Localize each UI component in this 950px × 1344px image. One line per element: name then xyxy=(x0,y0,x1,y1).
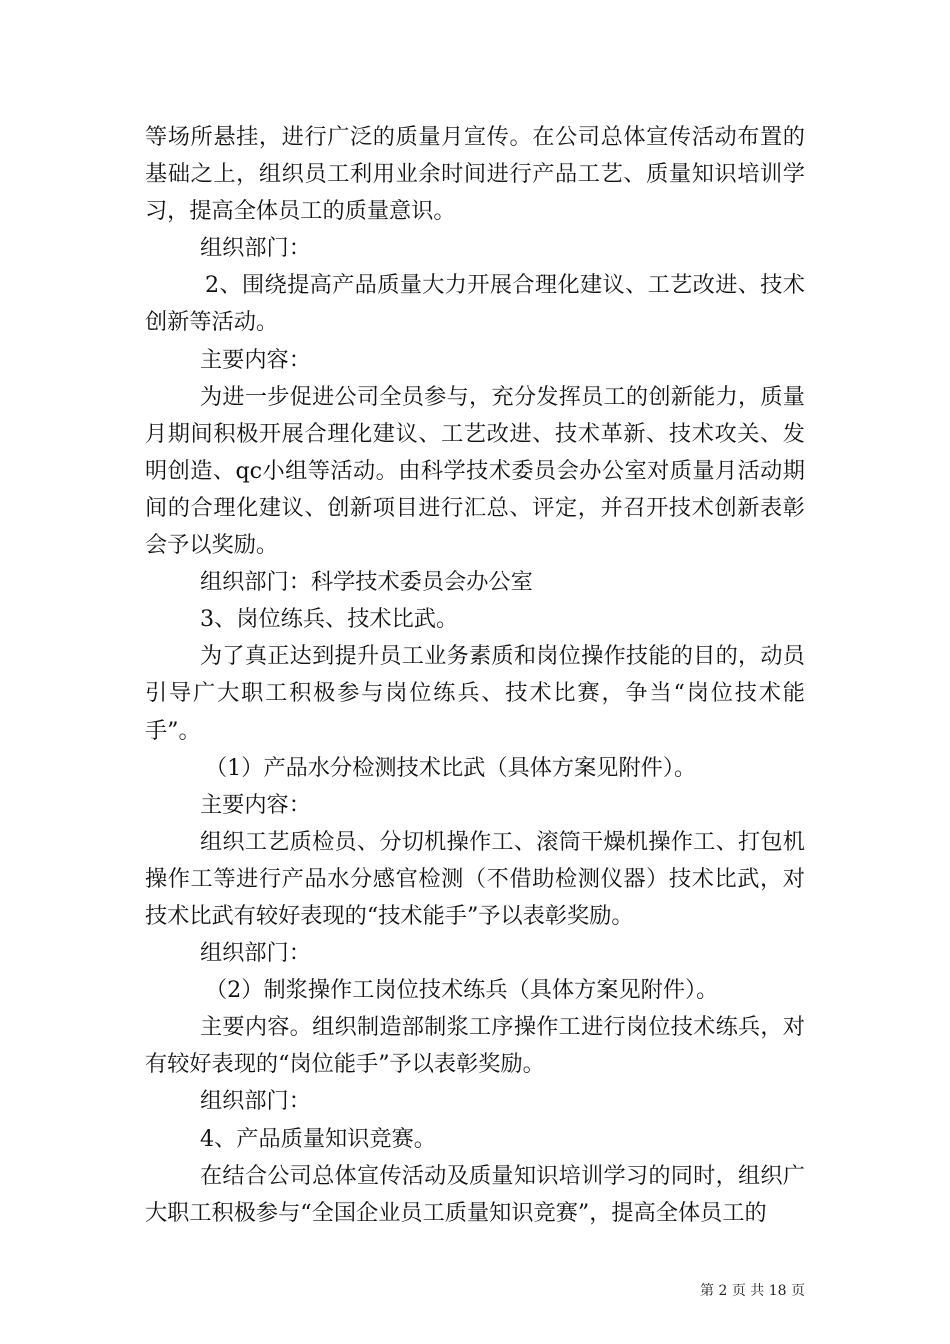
paragraph-9: （1）产品水分检测技术比武（具体方案见附件）。 xyxy=(205,754,697,781)
paragraph-11: 组织工艺质检员、分切机操作工、滚筒干燥机操作工、打包机操作工等进行产品水分感官检测（不借助检测仪器）技术比武，对技术比武有较好表现的“技术能手”予以表彰奖励。 xyxy=(145,828,805,929)
paragraph-13: （2）制浆操作工岗位技术练兵（具体方案见附件）。 xyxy=(205,977,719,1004)
document-body xyxy=(145,119,805,1232)
paragraph-2: 组织部门： xyxy=(200,235,311,262)
paragraph-17: 在结合公司总体宣传活动及质量知识培训学习的同时，组织广大职工积极参与“全国企业员工质量知识竞赛”，提高全体员工的 xyxy=(145,1162,805,1226)
paragraph-12: 组织部门： xyxy=(200,940,311,967)
paragraph-14: 主要内容。组织制造部制浆工序操作工进行岗位技术练兵，对有较好表现的“岗位能手”予以表彰奖励。 xyxy=(145,1014,805,1078)
paragraph-1: 等场所悬挂，进行广泛的质量月宣传。在公司总体宣传活动布置的基础之上，组织员工利用业余时间进行产品工艺、质量知识培训学习，提高全体员工的质量意识。 xyxy=(145,124,805,225)
paragraph-7: 3、岗位练兵、技术比武。 xyxy=(200,606,459,633)
paragraph-16: 4、产品质量知识竞赛。 xyxy=(200,1125,436,1152)
page-footer xyxy=(0,1282,950,1300)
paragraph-4: 主要内容： xyxy=(200,346,311,373)
paragraph-5: 为进一步促进公司全员参与，充分发挥员工的创新能力，质量月期间积极开展合理化建议、工艺改进、技术革新、技术攻关、发明创造、qc小组等活动。由科学技术委员会办公室对质量月活动期间的合理化建议、创新项目进行汇总、评定，并召开技术创新表彰会予以奖励。 xyxy=(145,383,805,559)
paragraph-6: 组织部门：科学技术委员会办公室 xyxy=(200,569,533,596)
paragraph-3: 2、围绕提高产品质量大力开展合理化建议、工艺改进、技术创新等活动。 xyxy=(145,272,805,336)
paragraph-15: 组织部门： xyxy=(200,1088,311,1115)
paragraph-8: 为了真正达到提升员工业务素质和岗位操作技能的目的，动员引导广大职工积极参与岗位练兵、技术比赛，争当“岗位技术能手”。 xyxy=(145,643,805,744)
paragraph-10: 主要内容： xyxy=(200,791,311,818)
page-number-label: 第 2 页 共 18 页 xyxy=(700,1283,805,1299)
